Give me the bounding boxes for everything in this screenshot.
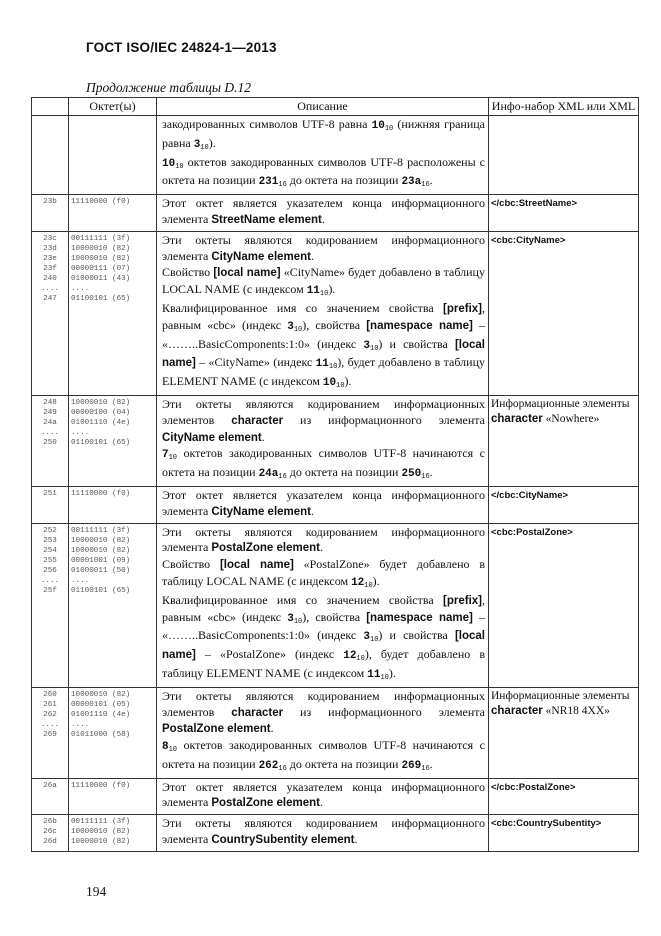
- offset-cell: [32, 231, 69, 395]
- text-run: закодированных символов UTF-8 равна: [162, 117, 372, 131]
- text-run: 10: [364, 581, 373, 590]
- octet-value: 01000011 (43): [71, 274, 131, 283]
- text-run: ).: [344, 374, 352, 389]
- text-run: Эти октеты являются кодированием информационных элементов: [162, 396, 485, 427]
- offset-value: 251: [43, 489, 57, 498]
- text-run: .: [429, 756, 433, 771]
- description-paragraph: [162, 155, 485, 193]
- text-run: октетов закодированных символов UTF-8 расположены с октета на позиции: [162, 154, 485, 188]
- octet-value: ....: [71, 576, 90, 585]
- offset-cell: [32, 815, 69, 852]
- octet-value: 01100101 (65): [71, 438, 131, 447]
- octet-value: 10000010 (82): [71, 838, 131, 847]
- offset-value: 23d: [43, 244, 57, 253]
- offset-value: 26b: [43, 818, 57, 827]
- offset-value: 26c: [43, 828, 57, 837]
- text-run: (нижняя граница равна: [162, 117, 485, 150]
- text-run: 3: [363, 339, 370, 352]
- text-run: .: [321, 211, 325, 226]
- octet-value: 01011000 (58): [71, 730, 131, 739]
- description-paragraph: [162, 397, 485, 446]
- description-cell: [157, 778, 489, 815]
- octet-value: 10000010 (82): [71, 690, 131, 699]
- text-run: 10: [371, 120, 385, 132]
- text-run: StreetName element: [211, 213, 322, 226]
- table-row: [32, 523, 639, 687]
- octet-value: 00111111 (3f): [71, 818, 131, 827]
- text-run: Квалифицированное имя со значением свойства: [162, 300, 444, 315]
- xml-infoset-cell: [489, 778, 639, 815]
- octet-value: 10000010 (82): [71, 244, 131, 253]
- text-run: Эти октеты являются кодированием информационного элемента: [162, 816, 485, 847]
- description-paragraph: [162, 557, 485, 593]
- octet-cell: [69, 395, 157, 486]
- text-run: 16: [421, 181, 430, 190]
- text-run: ).: [372, 573, 380, 588]
- table-row: [32, 815, 639, 852]
- offset-value: 23c: [43, 234, 57, 243]
- table-caption: Продолжение таблицы D.12: [86, 80, 252, 95]
- text-run: PostalZone element: [211, 542, 320, 555]
- octet-cell: [69, 195, 157, 232]
- text-run: character: [231, 414, 284, 427]
- text-run: Информационные элементы: [491, 397, 630, 410]
- text-run: до октета на позиции: [286, 756, 402, 771]
- text-run: [local name]: [219, 559, 294, 572]
- text-run: – «……..BasicComponents:1:0» (индекс: [162, 609, 486, 643]
- text-run: ), будет добавлено в таблицу ELEMENT NAME (с индексом: [162, 647, 486, 680]
- offset-value: 254: [43, 546, 57, 555]
- offset-value: 260: [43, 690, 57, 699]
- description-paragraph: [162, 816, 485, 849]
- text-run: .: [319, 795, 323, 810]
- octet-value: 11110000 (f0): [71, 489, 131, 498]
- offset-value: 26d: [43, 838, 57, 847]
- text-run: до октета на позиции: [286, 173, 402, 188]
- text-run: 10: [380, 673, 389, 682]
- text-run: 10: [168, 746, 178, 755]
- text-run: .: [270, 721, 274, 736]
- text-run: PostalZone element: [211, 797, 320, 810]
- octet-value: 10000010 (82): [71, 828, 131, 837]
- text-run: .: [311, 248, 315, 263]
- text-run: .: [261, 429, 265, 444]
- description-cell: [157, 195, 489, 232]
- text-run: 10: [370, 344, 379, 353]
- table-header-row: [32, 98, 639, 116]
- description-cell: [157, 395, 489, 486]
- description-paragraph: [162, 446, 485, 484]
- offset-value: 249: [43, 408, 57, 417]
- text-run: ) и свойства: [378, 336, 455, 351]
- text-run: «PostalZone» будет добавлено в таблицу LOCAL NAME (с индексом: [162, 557, 485, 588]
- text-run: 3: [363, 631, 370, 644]
- offset-value: 26a: [43, 781, 57, 790]
- text-run: 10: [175, 162, 184, 171]
- text-run: – «PostalZone» (индекс: [195, 647, 344, 662]
- text-run: PostalZone element: [162, 723, 271, 736]
- text-run: CityName element: [211, 250, 312, 263]
- text-run: [local name]: [162, 338, 486, 370]
- offset-value: ....: [40, 720, 60, 729]
- text-run: 24a: [258, 468, 279, 481]
- text-run: 10: [319, 290, 329, 299]
- text-run: 16: [421, 764, 430, 773]
- text-run: 3: [193, 138, 201, 151]
- octet-value: ....: [71, 720, 90, 729]
- text-run: 10: [328, 363, 338, 372]
- offset-value: 24a: [43, 418, 57, 427]
- description-cell: [157, 815, 489, 852]
- text-run: октетов закодированных символов UTF-8 начинаются с октета на позиции: [162, 446, 485, 480]
- octet-value: 00111111 (3f): [71, 234, 131, 243]
- offset-cell: [32, 395, 69, 486]
- description-paragraph: [162, 738, 485, 776]
- text-run: 16: [278, 181, 287, 190]
- text-run: 11: [306, 285, 320, 298]
- offset-value: 248: [43, 398, 57, 407]
- text-run: из информационного элемента: [283, 704, 485, 719]
- xml-tag-text: <cbc:CityName>: [491, 234, 566, 246]
- text-run: – «……..BasicComponents:1:0» (индекс: [162, 317, 486, 351]
- octet-value: 00000100 (04): [71, 408, 131, 417]
- offset-value: 262: [43, 710, 57, 719]
- offset-value: 261: [43, 700, 57, 709]
- offset-cell: [32, 523, 69, 687]
- table-row: [32, 116, 639, 195]
- text-run: [prefix]: [443, 302, 482, 315]
- offset-value: ....: [40, 428, 60, 437]
- description-cell: [157, 116, 489, 195]
- text-run: Эти октеты являются кодированием информационных элементов: [162, 688, 485, 719]
- octet-cell: [69, 116, 157, 195]
- octet-cell: [69, 231, 157, 395]
- description-cell: [157, 687, 489, 778]
- text-run: [namespace name]: [366, 611, 473, 624]
- text-run: CountrySubentity element: [211, 834, 355, 847]
- text-run: ), свойства: [302, 317, 367, 332]
- text-run: character: [491, 704, 543, 717]
- offset-cell: [32, 116, 69, 195]
- offset-cell: [32, 486, 69, 523]
- octet-value: 00000101 (05): [71, 700, 131, 709]
- text-run: ) и свойства: [378, 628, 455, 643]
- xml-infoset-cell: [489, 486, 639, 523]
- text-run: , равным «cbc» (индекс: [162, 592, 485, 624]
- text-run: 262: [258, 759, 279, 772]
- offset-value: 247: [43, 294, 57, 303]
- text-run: .: [311, 503, 315, 518]
- table-row: [32, 778, 639, 815]
- xml-tag-text: </cbc:PostalZone>: [491, 781, 576, 793]
- text-run: 10: [168, 454, 178, 463]
- octet-value: 01001110 (4e): [71, 710, 131, 719]
- text-run: character: [231, 706, 284, 719]
- octet-value: 01000011 (50): [71, 566, 131, 575]
- col-header-offset: [32, 98, 69, 116]
- col-header-description: Описание: [157, 98, 489, 116]
- xml-infoset-cell: [489, 687, 639, 778]
- offset-value: 253: [43, 536, 57, 545]
- octet-cell: [69, 687, 157, 778]
- text-run: .: [354, 832, 358, 847]
- text-run: [local name]: [162, 630, 486, 662]
- offset-value: 23f: [43, 264, 57, 273]
- octet-value: 10000010 (82): [71, 546, 131, 555]
- text-run: 250: [401, 468, 422, 481]
- description-paragraph: [162, 593, 485, 685]
- offset-value: ....: [40, 576, 60, 585]
- offset-value: 23b: [43, 198, 57, 207]
- text-run: [namespace name]: [366, 319, 473, 332]
- text-run: CityName element: [211, 505, 312, 518]
- description-paragraph: [162, 525, 485, 558]
- xml-tag-text: </cbc:StreetName>: [491, 198, 578, 210]
- octet-value: 00001001 (09): [71, 556, 131, 565]
- text-run: 10: [162, 157, 176, 170]
- text-run: ), будет добавлено в таблицу ELEMENT NAME (с индексом: [162, 355, 485, 389]
- offset-value: 250: [43, 438, 57, 447]
- text-run: .: [429, 465, 433, 480]
- octet-value: ....: [71, 428, 90, 437]
- text-run: ), свойства: [302, 609, 367, 624]
- text-run: Квалифицированное имя со значением свойства: [162, 592, 444, 607]
- text-run: ).: [388, 665, 396, 680]
- description-paragraph: [162, 265, 485, 301]
- col-header-octets: Октет(ы): [69, 98, 157, 116]
- octet-cell: [69, 778, 157, 815]
- offset-value: 23e: [43, 254, 57, 263]
- text-run: Эти октеты являются кодированием информационного элемента: [162, 232, 485, 263]
- text-run: 11: [315, 358, 329, 371]
- description-paragraph: [162, 196, 485, 229]
- octet-cell: [69, 815, 157, 852]
- text-run: 7: [162, 449, 169, 462]
- text-run: 16: [421, 473, 430, 482]
- text-run: до октета на позиции: [286, 465, 402, 480]
- text-run: «CityName» будет добавлено в таблицу LOCAL NAME (с индексом: [162, 265, 485, 297]
- page-number: 194: [86, 884, 107, 899]
- description-cell: [157, 231, 489, 395]
- text-run: – «CityName» (индекс: [195, 355, 316, 370]
- offset-cell: [32, 687, 69, 778]
- xml-infoset-cell: [489, 395, 639, 486]
- octet-value: 11110000 (f0): [71, 198, 131, 207]
- octet-value: 01001110 (4e): [71, 418, 131, 427]
- text-run: [local name]: [213, 267, 281, 280]
- text-run: 11: [367, 668, 381, 681]
- table-row: [32, 687, 639, 778]
- offset-value: 25f: [43, 586, 57, 595]
- offset-cell: [32, 778, 69, 815]
- octet-cell: [69, 523, 157, 687]
- description-paragraph: [162, 117, 485, 155]
- description-paragraph: [162, 488, 485, 521]
- text-run: Этот октет является указателем конца информационного элемента: [162, 196, 485, 226]
- octet-value: 10000010 (82): [71, 536, 131, 545]
- text-run: Информационные элементы: [491, 689, 630, 702]
- document-header: ГОСТ ISO/IEC 24824-1—2013: [86, 40, 277, 55]
- octet-value: ....: [71, 284, 90, 293]
- octet-value: 11110000 (f0): [71, 781, 131, 790]
- text-run: 10: [370, 636, 379, 645]
- octet-value: 00000111 (07): [71, 264, 131, 273]
- text-run: character: [491, 413, 543, 426]
- xml-infoset-cell: [489, 815, 639, 852]
- text-run: 10: [336, 382, 345, 391]
- table-row: [32, 231, 639, 395]
- octet-cell: [69, 486, 157, 523]
- text-run: Этот октет является указателем конца информационного элемента: [162, 779, 485, 810]
- offset-value: 256: [43, 566, 57, 575]
- xml-tag-text: <cbc:PostalZone>: [491, 526, 573, 538]
- text-run: 10: [200, 143, 209, 152]
- xml-infoset-cell: [489, 231, 639, 395]
- text-run: 10: [384, 125, 394, 133]
- octet-table: [31, 97, 639, 852]
- xml-infoset-cell: [489, 116, 639, 195]
- text-run: 3: [287, 320, 294, 333]
- octet-value: 10000010 (82): [71, 398, 131, 407]
- description-cell: [157, 523, 489, 687]
- xml-infoset-cell: [489, 523, 639, 687]
- text-run: 10: [293, 617, 303, 626]
- text-run: 12: [343, 650, 357, 663]
- offset-value: 255: [43, 556, 57, 565]
- text-run: 23a: [401, 176, 422, 189]
- text-run: 12: [351, 576, 365, 589]
- text-run: .: [429, 173, 433, 188]
- text-run: Свойство: [162, 557, 220, 572]
- xml-tag-text: <cbc:CountrySubentity>: [491, 818, 602, 830]
- text-run: из информационного элемента: [283, 412, 485, 427]
- text-run: ).: [328, 282, 336, 297]
- text-run: CityName element: [162, 431, 262, 444]
- text-run: 16: [278, 473, 287, 482]
- xml-tag-text: </cbc:CityName>: [491, 489, 569, 501]
- text-run: «Nowhere»: [542, 413, 600, 426]
- description-paragraph: [162, 780, 485, 813]
- text-run: 231: [258, 176, 279, 189]
- text-run: 3: [287, 612, 294, 625]
- text-run: Этот октет является указателем конца информационного элемента: [162, 487, 485, 518]
- text-run: Эти октеты являются кодированием информационного элемента: [162, 524, 485, 555]
- table-row: [32, 195, 639, 232]
- description-paragraph: [162, 301, 485, 393]
- text-run: 10: [322, 377, 337, 390]
- table-row: [32, 486, 639, 523]
- description-paragraph: [162, 689, 485, 738]
- col-header-xml-infoset: Инфо-набор XML или XML: [489, 98, 639, 116]
- offset-value: 252: [43, 526, 57, 535]
- octet-value: 01100101 (65): [71, 586, 131, 595]
- text-run: ).: [208, 135, 216, 150]
- text-run: 16: [278, 764, 287, 773]
- text-run: 10: [293, 325, 303, 334]
- octet-value: 00111111 (3f): [71, 526, 131, 535]
- octet-value: 01100101 (65): [71, 294, 131, 303]
- text-run: 269: [401, 759, 422, 772]
- text-run: 8: [162, 741, 169, 754]
- description-cell: [157, 486, 489, 523]
- text-run: , равным «cbc» (индекс: [162, 300, 485, 332]
- text-run: 10: [356, 655, 365, 664]
- description-paragraph: [162, 233, 485, 266]
- text-run: Свойство: [162, 265, 214, 280]
- offset-value: 269: [43, 730, 57, 739]
- text-run: «NR18 4XX»: [542, 704, 610, 717]
- table-row: [32, 395, 639, 486]
- text-run: .: [319, 540, 323, 555]
- octet-value: 10000010 (82): [71, 254, 131, 263]
- text-run: октетов закодированных символов UTF-8 начинаются с октета на позиции: [162, 738, 485, 771]
- text-run: [prefix]: [443, 594, 482, 607]
- offset-value: ....: [40, 284, 60, 293]
- offset-cell: [32, 195, 69, 232]
- xml-infoset-cell: [489, 195, 639, 232]
- offset-value: 240: [43, 274, 57, 283]
